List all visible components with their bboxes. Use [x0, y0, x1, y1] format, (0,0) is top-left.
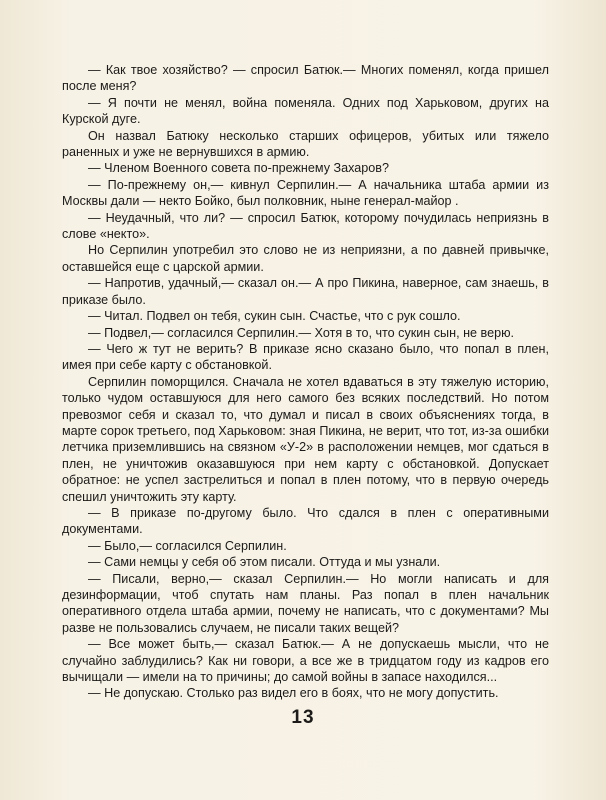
paragraph-9: — Читал. Подвел он тебя, сукин сын. Счастье, что с рук сошло.: [88, 309, 461, 324]
paragraph-15: — Сами немцы у себя об этом писали. Оттуда и мы узнали.: [88, 555, 441, 570]
paragraph-10: — Подвел,— согласился Серпилин.— Хотя в то, что сукин сын, не верю.: [88, 325, 515, 340]
paragraph-2: — Я почти не менял, война поменяла. Одних под Харьковом, других на Курской дуге.: [62, 95, 549, 127]
body-text: [62, 62, 549, 702]
paragraph-14: — Было,— согласился Серпилин.: [88, 538, 287, 553]
paragraph-13: — В приказе по-другому было. Что сдался в плен с оперативными документами.: [62, 505, 549, 537]
paragraph-1: — Как твое хозяйство? — спросил Батюк.— Многих поменял, когда пришел после меня?: [62, 63, 549, 94]
paragraph-6: — Неудачный, что ли? — спросил Батюк, которому почудилась неприязнь в слове «некто».: [62, 210, 549, 242]
paragraph-4: — Членом Военного совета по-прежнему Захаров?: [88, 161, 389, 176]
paragraph-12: Серпилин поморщился. Сначала не хотел вдаваться в эту тяжелую историю, только чудом оставшуюся для него самого без всяких последствий. Но потом превозмог себя и сказал то, что думал и писал в своих объяснениях тогда, в марте сорок третьего, под Харьковом: зная Пикина, не верит, что тот, из-за ошибки летчика приземлившись на связном «У-2» в расположении немцев, мог сдаться в плен, не уничтожив оказавшуюся при нем карту с обстановкой. Допускает обратное: не успел застрелиться и попал в плен потому, что в первую очередь спешил уничтожить эту карту.: [62, 374, 549, 504]
paragraph-16: — Писали, верно,— сказал Серпилин.— Но могли написать и для дезинформации, чтоб спутать нам планы. Раз попал в плен начальник оперативного отдела штаба армии, почему не написать, что с документами? Мы разве не пользовались случаем, не писали таких вещей?: [62, 571, 549, 635]
paragraph-5: — По-прежнему он,— кивнул Серпилин.— А начальника штаба армии из Москвы дали — некто Бойко, был полковник, ныне генерал-майор .: [62, 177, 549, 209]
paragraph-3: Он назвал Батюку несколько старших офицеров, убитых или тяжело раненных и уже не вернувшихся в армию.: [62, 128, 549, 160]
paragraph-11: — Чего ж тут не верить? В приказе ясно сказано было, что попал в плен, имея при себе карту с обстановкой.: [62, 341, 549, 373]
paragraph-8: — Напротив, удачный,— сказал он.— А про Пикина, наверное, сам знаешь, в приказе было.: [62, 276, 549, 307]
paragraph-17: — Все может быть,— сказал Батюк.— А не допускаешь мысли, что не случайно заблудились? Как ни говори, а все же в тридцатом году из кадров его вычищали — имели на то причины; до самой войны в запасе находился...: [62, 637, 549, 685]
paragraph-18: — Не допускаю. Столько раз видел его в боях, что не могу допустить.: [88, 686, 499, 701]
page-number: 13: [291, 707, 315, 728]
paragraph-7: Но Серпилин употребил это слово не из неприязни, а по давней привычке, оставшейся еще с царской армии.: [62, 243, 549, 274]
